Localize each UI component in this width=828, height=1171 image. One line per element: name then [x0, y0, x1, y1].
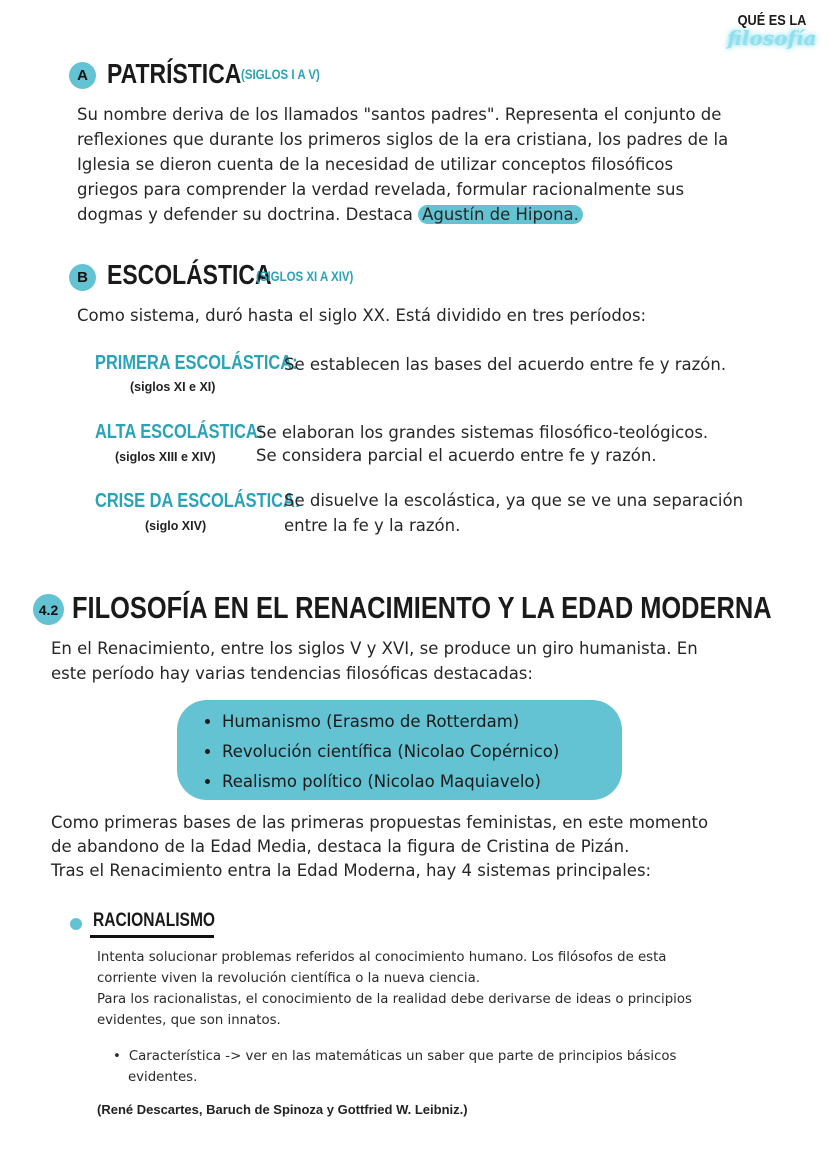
- tendencies-box: [177, 700, 622, 800]
- bullet-dot-icon: [70, 918, 82, 930]
- bullet-icon: •: [113, 1049, 121, 1064]
- feature-item: • Característica -> ver en las matemáticas un saber que parte de principios básicos evidentes.: [113, 1049, 677, 1085]
- section-b-period: (SIGLOS XI A XIV): [256, 268, 354, 284]
- period-name: PRIMERA ESCOLÁSTICA:: [95, 352, 298, 374]
- section-a-text: Su nombre deriva de los llamados "santos padres". Representa el conjunto de reflexiones que durante los primeros siglos de la era cristiana, los padres de la Iglesia se dieron cuenta de la necesidad de utilizar conceptos filosóficos griegos para comprender la verdad revelada, formular racionalmente sus dogmas y defender su doctrina. Destaca Agustín de Hipona.: [77, 105, 729, 224]
- section-4-2-title: FILOSOFÍA EN EL RENACIMIENTO Y LA EDAD MODERNA: [72, 590, 772, 625]
- badge-4-2: 4.2: [33, 594, 64, 625]
- badge-b: B: [69, 264, 96, 291]
- title-underline: [90, 935, 214, 938]
- list-item: • Revolución científica (Nicolao Copérnico): [222, 737, 622, 767]
- period-dates: (siglos XI e XI): [130, 380, 216, 394]
- racionalismo-text: Intenta solucionar problemas referidos al conocimiento humano. Los filósofos de esta corriente viven la revolución científica o la nueva ciencia. Para los racionalistas, el conocimiento de la realidad debe derivarse de ideas o principios evidentes, que son innatos.: [97, 950, 692, 1028]
- badge-a: A: [69, 62, 96, 89]
- section-4-2-intro: En el Renacimiento, entre los siglos V y XVI, se produce un giro humanista. En este período hay varias tendencias filosóficas destacadas:: [51, 639, 698, 683]
- period-name: ALTA ESCOLÁSTICA:: [95, 421, 264, 443]
- logo: QUÉ ES LA filosofía: [727, 12, 817, 50]
- section-4-2-para: Como primeras bases de las primeras propuestas feministas, en este momento de abandono de la Edad Media, destaca la figura de Cristina de Pizán. Tras el Renacimiento entra la Edad Moderna, hay 4 sistemas principales:: [51, 813, 709, 880]
- racionalismo-authors: (René Descartes, Baruch de Spinoza y Gottfried W. Leibniz.): [97, 1102, 468, 1117]
- period-dates: (siglos XIII e XIV): [115, 450, 216, 464]
- section-b-intro: Como sistema, duró hasta el siglo XX. Está dividido en tres períodos:: [77, 306, 647, 325]
- section-a-period: (SIGLOS I A V): [241, 66, 320, 82]
- list-item: • Humanismo (Erasmo de Rotterdam): [222, 707, 622, 737]
- period-text: Se establecen las bases del acuerdo entre fe y razón.: [284, 355, 727, 374]
- period-text: Se elaboran los grandes sistemas filosófico-teológicos. Se considera parcial el acuerdo entre fe y razón.: [256, 423, 709, 465]
- period-dates: (siglo XIV): [145, 519, 207, 533]
- period-name: CRISE DA ESCOLÁSTICA:: [95, 490, 301, 512]
- list-item: • Realismo político (Nicolao Maquiavelo): [222, 767, 622, 797]
- period-text: Se disuelve la escolástica, ya que se ve una separación entre la fe y la razón.: [284, 491, 744, 535]
- section-b-title: ESCOLÁSTICA: [107, 259, 272, 290]
- racionalismo-title: RACIONALISMO: [93, 910, 216, 931]
- section-a-title: PATRÍSTICA: [107, 58, 242, 89]
- highlight-agustin: Agustín de Hipona.: [418, 205, 583, 224]
